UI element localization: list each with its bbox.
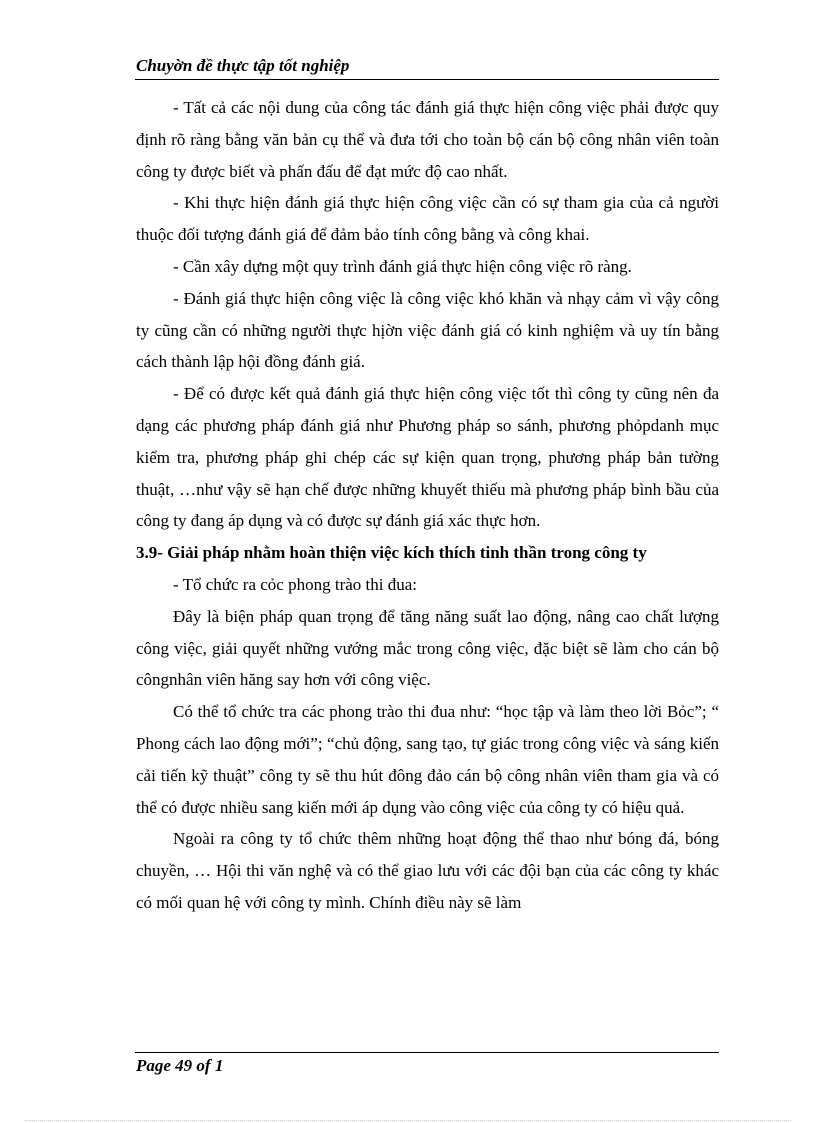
page-edge-dotted-line bbox=[25, 1120, 791, 1121]
paragraph-1: - Tất cả các nội dung của công tác đánh giá thực hiện công việc phải được quy định rõ ràng bằng văn bản cụ thể và đưa tới cho toàn bộ cán bộ công nhân viên toàn công ty được biết và phấn đấu để đạt mức độ cao nhất. bbox=[136, 98, 719, 181]
footer-page-label: Page 49 of 1 bbox=[136, 1056, 224, 1075]
body-text bbox=[136, 92, 719, 919]
footer-rule bbox=[135, 1052, 719, 1053]
paragraph-3: - Cần xây dựng một quy trình đánh giá thực hiện công việc rõ ràng. bbox=[173, 256, 632, 276]
paragraph-4: - Đánh giá thực hiện công việc là công việc khó khăn và nhạy cảm vì vậy công ty cũng cần có những người thực hịờn việc đánh giá có kinh nghiệm và uy tín bằng cách thành lập hội đồng đánh giá. bbox=[136, 288, 719, 372]
section-paragraph-1: - Tổ chức ra cỏc phong trào thi đua: bbox=[173, 574, 417, 594]
section-paragraph-2: Đây là biện pháp quan trọng để tăng năng suất lao động, nâng cao chất lượng công việc, giải quyết những vướng mắc trong công việc, đặc biệt sẽ làm cho cán bộ côngnhân viên hăng say hơn với công việc. bbox=[136, 606, 719, 690]
section-paragraph-3: Có thể tổ chức tra các phong trào thi đua như: “học tập và làm theo lời Bỏc”; “ Phong cách lao động mới”; “chủ động, sang tạo, tự giác trong công việc và sáng kiến cải tiến kỹ thuật” công ty sẽ thu hút đông đảo cán bộ công nhân viên tham gia và có thể có được nhiều sang kiến mới áp dụng vào công việc của công ty có hiệu quả. bbox=[136, 702, 719, 817]
paragraph-5: - Để có được kết quả đánh giá thực hiện công việc tốt thì công ty cũng nên đa dạng các phương pháp đánh giá như Phương pháp so sánh, phương phỏpdanh mục kiểm tra, phương pháp ghi chép các sự kiện quan trọng, phương pháp bản tường thuật, …như vậy sẽ hạn chế được những khuyết thiếu mà phương pháp bình bầu của công ty đang áp dụng và có được sự đánh giá xác thực hơn. bbox=[136, 384, 719, 531]
header-rule bbox=[135, 79, 719, 80]
header-title: Chuyờn đề thực tập tốt nghiệp bbox=[136, 56, 350, 75]
section-paragraph-4: Ngoài ra công ty tổ chức thêm những hoạt động thể thao như bóng đá, bóng chuyền, … Hội thi văn nghệ và có thể giao lưu với các đội bạn của các công ty khác có mối quan hệ với công ty mình. Chính điều này sẽ làm bbox=[136, 829, 719, 912]
section-heading: 3.9- Giải pháp nhằm hoàn thiện việc kích thích tinh thần trong công ty bbox=[136, 543, 647, 563]
paragraph-2: - Khi thực hiện đánh giá thực hiện công việc cần có sự tham gia của cả người thuộc đối tượng đánh giá để đảm bảo tính công bằng và công khai. bbox=[136, 193, 719, 245]
